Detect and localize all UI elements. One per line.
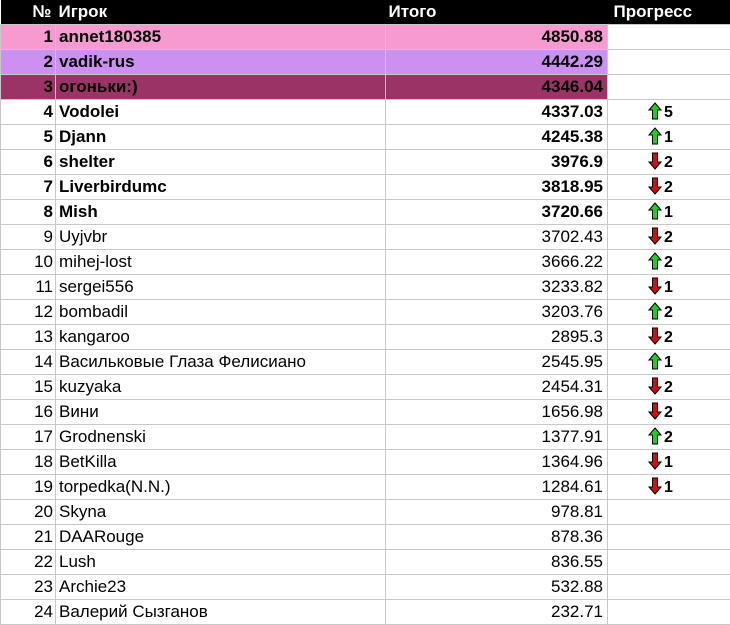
total-cell: 4850.88 <box>386 24 608 49</box>
total-cell: 4346.04 <box>386 74 608 99</box>
progress-cell <box>608 199 730 224</box>
progress-cell <box>608 49 730 74</box>
total-cell: 2895.3 <box>386 324 608 349</box>
total-cell: 4245.38 <box>386 124 608 149</box>
total-cell: 3666.22 <box>386 249 608 274</box>
player-name-cell: annet180385 <box>56 24 386 49</box>
header-num: № <box>1 0 56 24</box>
progress-change: 1 <box>664 354 673 371</box>
progress-change: 1 <box>664 479 673 496</box>
total-cell: 1377.91 <box>386 424 608 449</box>
progress-change: 2 <box>664 304 673 321</box>
player-name-cell: vadik-rus <box>56 49 386 74</box>
table-row <box>1 224 730 249</box>
arrow-up-icon <box>648 202 662 220</box>
progress-cell <box>608 274 730 299</box>
arrow-down-icon <box>648 402 662 420</box>
progress-cell <box>608 224 730 249</box>
progress-cell <box>608 349 730 374</box>
rank-cell: 4 <box>1 99 56 124</box>
progress-change: 2 <box>664 404 673 421</box>
rank-cell: 9 <box>1 224 56 249</box>
arrow-down-icon <box>648 452 662 470</box>
player-name-cell: Lush <box>56 549 386 574</box>
total-cell: 3720.66 <box>386 199 608 224</box>
table-row <box>1 474 730 499</box>
header-player: Игрок <box>56 0 386 24</box>
progress-change: 2 <box>664 254 673 271</box>
rank-cell: 21 <box>1 524 56 549</box>
table-row <box>1 499 730 524</box>
player-name-cell: Liverbirdumc <box>56 174 386 199</box>
progress-cell <box>608 499 730 524</box>
player-name-cell: Archie23 <box>56 574 386 599</box>
table-row <box>1 74 730 99</box>
header-row <box>1 0 730 24</box>
table-row <box>1 424 730 449</box>
progress-cell <box>608 424 730 449</box>
table-body <box>1 24 730 624</box>
progress-cell <box>608 74 730 99</box>
player-name-cell: DAARouge <box>56 524 386 549</box>
total-cell: 1364.96 <box>386 449 608 474</box>
table-row <box>1 399 730 424</box>
progress-change: 5 <box>664 104 673 121</box>
progress-change: 1 <box>664 204 673 221</box>
arrow-down-icon <box>648 377 662 395</box>
progress-change: 2 <box>664 179 673 196</box>
arrow-up-icon <box>648 252 662 270</box>
player-name-cell: torpedka(N.N.) <box>56 474 386 499</box>
arrow-down-icon <box>648 327 662 345</box>
table-row <box>1 24 730 49</box>
arrow-down-icon <box>648 152 662 170</box>
rank-cell: 13 <box>1 324 56 349</box>
progress-change: 1 <box>664 279 673 296</box>
progress-cell <box>608 524 730 549</box>
player-name-cell: Васильковые Глаза Фелисиано <box>56 349 386 374</box>
player-name-cell: Vodolei <box>56 99 386 124</box>
progress-change: 2 <box>664 379 673 396</box>
player-name-cell: Grodnenski <box>56 424 386 449</box>
rank-cell: 16 <box>1 399 56 424</box>
total-cell: 4337.03 <box>386 99 608 124</box>
table-row <box>1 574 730 599</box>
player-name-cell: mihej-lost <box>56 249 386 274</box>
player-name-cell: kuzyaka <box>56 374 386 399</box>
arrow-down-icon <box>648 477 662 495</box>
total-cell: 3702.43 <box>386 224 608 249</box>
progress-change: 2 <box>664 329 673 346</box>
arrow-up-icon <box>648 427 662 445</box>
player-name-cell: kangaroo <box>56 324 386 349</box>
progress-cell <box>608 549 730 574</box>
progress-cell <box>608 574 730 599</box>
progress-change: 1 <box>664 454 673 471</box>
total-cell: 878.36 <box>386 524 608 549</box>
rank-cell: 7 <box>1 174 56 199</box>
progress-cell <box>608 399 730 424</box>
arrow-up-icon <box>648 102 662 120</box>
progress-cell <box>608 474 730 499</box>
table-row <box>1 349 730 374</box>
progress-change: 1 <box>664 129 673 146</box>
player-name-cell: Uyjvbr <box>56 224 386 249</box>
header-progress: Прогресс <box>608 0 730 24</box>
table-row <box>1 374 730 399</box>
rank-cell: 24 <box>1 599 56 624</box>
total-cell: 3233.82 <box>386 274 608 299</box>
arrow-down-icon <box>648 277 662 295</box>
rank-cell: 22 <box>1 549 56 574</box>
rank-cell: 10 <box>1 249 56 274</box>
table-row <box>1 524 730 549</box>
progress-change: 2 <box>664 154 673 171</box>
rank-cell: 17 <box>1 424 56 449</box>
progress-cell <box>608 299 730 324</box>
progress-change: 2 <box>664 229 673 246</box>
total-cell: 836.55 <box>386 549 608 574</box>
player-name-cell: shelter <box>56 149 386 174</box>
total-cell: 3203.76 <box>386 299 608 324</box>
table-row <box>1 274 730 299</box>
header-total: Итого <box>386 0 608 24</box>
table-row <box>1 199 730 224</box>
rank-cell: 3 <box>1 74 56 99</box>
table-row <box>1 299 730 324</box>
progress-cell <box>608 324 730 349</box>
arrow-down-icon <box>648 177 662 195</box>
table-row <box>1 324 730 349</box>
table-row <box>1 599 730 624</box>
arrow-down-icon <box>648 227 662 245</box>
table-row <box>1 249 730 274</box>
total-cell: 232.71 <box>386 599 608 624</box>
rank-cell: 18 <box>1 449 56 474</box>
arrow-up-icon <box>648 127 662 145</box>
player-name-cell: BetKilla <box>56 449 386 474</box>
progress-cell <box>608 249 730 274</box>
total-cell: 2454.31 <box>386 374 608 399</box>
table-row <box>1 99 730 124</box>
progress-cell <box>608 24 730 49</box>
progress-cell <box>608 124 730 149</box>
rank-cell: 12 <box>1 299 56 324</box>
player-name-cell: Валерий Сызганов <box>56 599 386 624</box>
table-header <box>1 0 730 24</box>
total-cell: 4442.29 <box>386 49 608 74</box>
rank-cell: 20 <box>1 499 56 524</box>
player-name-cell: Skyna <box>56 499 386 524</box>
player-name-cell: Вини <box>56 399 386 424</box>
progress-cell <box>608 449 730 474</box>
rank-cell: 15 <box>1 374 56 399</box>
player-name-cell: Mish <box>56 199 386 224</box>
total-cell: 532.88 <box>386 574 608 599</box>
progress-cell <box>608 149 730 174</box>
table-row <box>1 449 730 474</box>
progress-cell <box>608 99 730 124</box>
player-name-cell: огоньки:) <box>56 74 386 99</box>
table-row <box>1 549 730 574</box>
total-cell: 3818.95 <box>386 174 608 199</box>
progress-cell <box>608 374 730 399</box>
total-cell: 1656.98 <box>386 399 608 424</box>
progress-change: 2 <box>664 429 673 446</box>
rank-cell: 8 <box>1 199 56 224</box>
table-row <box>1 49 730 74</box>
total-cell: 1284.61 <box>386 474 608 499</box>
arrow-up-icon <box>648 302 662 320</box>
table-row <box>1 174 730 199</box>
rank-cell: 1 <box>1 24 56 49</box>
rank-cell: 5 <box>1 124 56 149</box>
progress-cell <box>608 599 730 624</box>
player-name-cell: Djann <box>56 124 386 149</box>
player-name-cell: bombadil <box>56 299 386 324</box>
rank-cell: 14 <box>1 349 56 374</box>
table-row <box>1 124 730 149</box>
rank-cell: 2 <box>1 49 56 74</box>
progress-cell <box>608 174 730 199</box>
arrow-up-icon <box>648 352 662 370</box>
table-row <box>1 149 730 174</box>
total-cell: 3976.9 <box>386 149 608 174</box>
rank-cell: 23 <box>1 574 56 599</box>
rank-cell: 6 <box>1 149 56 174</box>
total-cell: 978.81 <box>386 499 608 524</box>
player-name-cell: sergei556 <box>56 274 386 299</box>
total-cell: 2545.95 <box>386 349 608 374</box>
rank-cell: 19 <box>1 474 56 499</box>
rank-cell: 11 <box>1 274 56 299</box>
